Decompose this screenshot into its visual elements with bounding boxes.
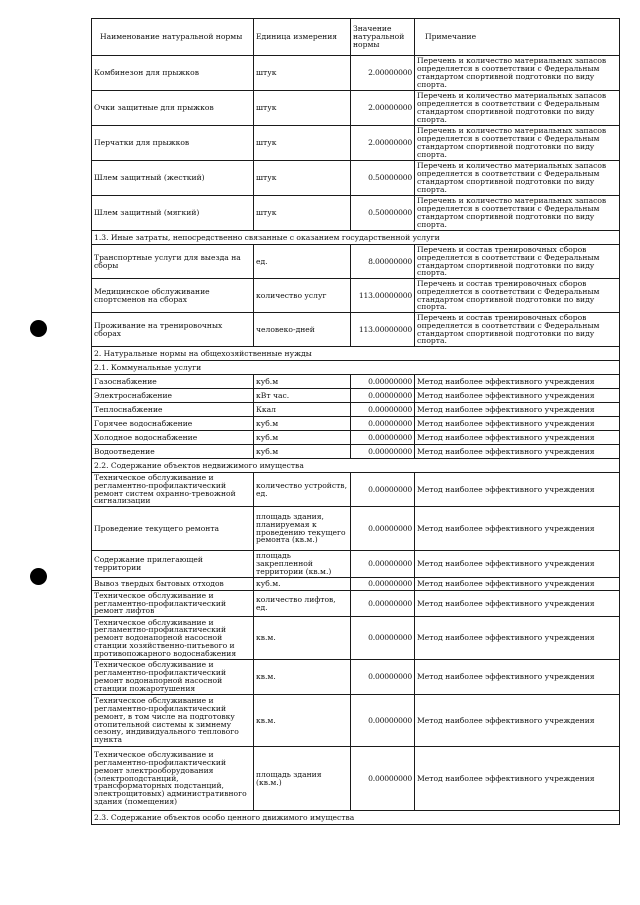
table-row [92,389,620,403]
header-value: Значение натуральной нормы [351,19,415,56]
norm-value: 0.00000000 [351,445,415,459]
norm-note: Перечень и состав тренировочных сборов определяется в соответствии с Федеральным стандартом спортивной подготовки по виду спорта. [415,245,620,279]
table-row [92,695,620,747]
norm-value: 0.00000000 [351,507,415,551]
natural-norms-table [91,18,620,825]
norm-unit: штук [254,161,351,196]
norm-name: Техническое обслуживание и регламентно-профилактический ремонт водонапорной насосной станции хозяйственно-питьевого и противопожарного водоснабжения [92,617,254,660]
norm-unit: куб.м. [254,578,351,591]
section-heading-row [92,459,620,473]
norm-value: 0.00000000 [351,473,415,507]
norm-name: Содержание прилегающей территории [92,551,254,578]
norm-value: 2.00000000 [351,91,415,126]
norm-value: 0.00000000 [351,417,415,431]
norm-unit: кВт час. [254,389,351,403]
norm-name: Техническое обслуживание и регламентно-профилактический ремонт систем охранно-тревожной сигнализации [92,473,254,507]
norm-value: 0.00000000 [351,695,415,747]
norm-unit: куб.м [254,417,351,431]
norm-name: Шлем защитный (мягкий) [92,196,254,231]
table-row [92,507,620,551]
table-row [92,91,620,126]
table-row [92,375,620,389]
norm-unit: площадь здания (кв.м.) [254,747,351,811]
table-row [92,417,620,431]
table-row [92,245,620,279]
norm-note: Метод наиболее эффективного учреждения [415,445,620,459]
section-heading-2-2: 2.2. Содержание объектов недвижимого имущества [92,459,620,473]
norm-name: Перчатки для прыжков [92,126,254,161]
table-header-row [92,19,620,56]
norm-note: Метод наиболее эффективного учреждения [415,417,620,431]
table-row [92,578,620,591]
section-heading-2-1: 2.1. Коммунальные услуги [92,361,620,375]
norm-unit: кв.м. [254,617,351,660]
table-row [92,617,620,660]
norm-value: 0.00000000 [351,431,415,445]
norm-name: Транспортные услуги для выезда на сборы [92,245,254,279]
norm-note: Перечень и количество материальных запасов определяется в соответствии с Федеральным стандартом спортивной подготовки по виду спорта. [415,196,620,231]
norm-note: Перечень и количество материальных запасов определяется в соответствии с Федеральным стандартом спортивной подготовки по виду спорта. [415,56,620,91]
section-heading-2: 2. Натуральные нормы на общехозяйственные нужды [92,347,620,361]
norm-unit: площадь здания, планируемая к проведению текущего ремонта (кв.м.) [254,507,351,551]
norm-note: Метод наиболее эффективного учреждения [415,578,620,591]
table-row [92,747,620,811]
norm-name: Техническое обслуживание и регламентно-профилактический ремонт, в том числе на подготовку отопительной системы к зимнему сезону, индивидуального теплового пункта [92,695,254,747]
norm-name: Комбинезон для прыжков [92,56,254,91]
norm-unit: человеко-дней [254,313,351,347]
norm-value: 0.00000000 [351,375,415,389]
norm-value: 0.00000000 [351,747,415,811]
norm-note: Метод наиболее эффективного учреждения [415,431,620,445]
table-row [92,56,620,91]
norm-name: Проживание на тренировочных сборах [92,313,254,347]
norm-value: 0.00000000 [351,551,415,578]
norm-value: 2.00000000 [351,56,415,91]
header-unit: Единица измерения [254,19,351,56]
norm-value: 0.50000000 [351,161,415,196]
table-row [92,126,620,161]
norm-value: 0.00000000 [351,660,415,695]
section-heading-row [92,361,620,375]
norm-name: Проведение текущего ремонта [92,507,254,551]
norm-value: 0.00000000 [351,591,415,617]
table-row [92,660,620,695]
norm-note: Перечень и состав тренировочных сборов определяется в соответствии с Федеральным стандартом спортивной подготовки по виду спорта. [415,279,620,313]
section-heading-row [92,811,620,825]
table-row [92,279,620,313]
norm-unit: кв.м. [254,660,351,695]
norm-note: Перечень и состав тренировочных сборов определяется в соответствии с Федеральным стандартом спортивной подготовки по виду спорта. [415,313,620,347]
norm-note: Перечень и количество материальных запасов определяется в соответствии с Федеральным стандартом спортивной подготовки по виду спорта. [415,91,620,126]
norm-unit: штук [254,196,351,231]
norm-unit: количество устройств, ед. [254,473,351,507]
table-row [92,591,620,617]
norm-value: 2.00000000 [351,126,415,161]
norm-name: Газоснабжение [92,375,254,389]
norm-unit: ед. [254,245,351,279]
norm-value: 113.00000000 [351,279,415,313]
norm-note: Перечень и количество материальных запасов определяется в соответствии с Федеральным стандартом спортивной подготовки по виду спорта. [415,161,620,196]
table-row [92,196,620,231]
norm-unit: штук [254,91,351,126]
norm-note: Метод наиболее эффективного учреждения [415,591,620,617]
norm-unit: кв.м. [254,695,351,747]
table-row [92,313,620,347]
norm-name: Техническое обслуживание и регламентно-профилактический ремонт водонапорной насосной станции пожаротушения [92,660,254,695]
table-row [92,473,620,507]
norm-note: Метод наиболее эффективного учреждения [415,507,620,551]
norm-unit: куб.м [254,431,351,445]
norm-name: Очки защитные для прыжков [92,91,254,126]
norm-value: 0.00000000 [351,389,415,403]
norm-name: Медицинское обслуживание спортсменов на сборах [92,279,254,313]
norm-note: Метод наиболее эффективного учреждения [415,617,620,660]
norm-value: 0.00000000 [351,403,415,417]
norm-value: 0.00000000 [351,578,415,591]
section-heading-row [92,347,620,361]
norm-name: Водоотведение [92,445,254,459]
table-row [92,551,620,578]
norm-name: Электроснабжение [92,389,254,403]
norm-value: 8.00000000 [351,245,415,279]
norm-note: Метод наиболее эффективного учреждения [415,375,620,389]
norm-name: Техническое обслуживание и регламентно-профилактический ремонт электрооборудования (электроподстанций, трансформаторных подстанций, электрощитовых) административного здания (помещения) [92,747,254,811]
norm-name: Шлем защитный (жесткий) [92,161,254,196]
norm-value: 0.50000000 [351,196,415,231]
norm-note: Метод наиболее эффективного учреждения [415,403,620,417]
table-row [92,403,620,417]
table-row [92,445,620,459]
norm-note: Метод наиболее эффективного учреждения [415,551,620,578]
table-row [92,431,620,445]
punch-hole-top [30,320,47,337]
norm-value: 113.00000000 [351,313,415,347]
norm-name: Холодное водоснабжение [92,431,254,445]
norm-unit: штук [254,56,351,91]
norm-note: Метод наиболее эффективного учреждения [415,695,620,747]
norm-note: Перечень и количество материальных запасов определяется в соответствии с Федеральным стандартом спортивной подготовки по виду спорта. [415,126,620,161]
punch-hole-bottom [30,568,47,585]
section-heading-row [92,231,620,245]
norm-unit: количество услуг [254,279,351,313]
norm-note: Метод наиболее эффективного учреждения [415,660,620,695]
norm-name: Вывоз твердых бытовых отходов [92,578,254,591]
norm-unit: Ккал [254,403,351,417]
section-heading-1-3: 1.3. Иные затраты, непосредственно связанные с оказанием государственной услуги [92,231,620,245]
header-note: Примечание [415,19,620,56]
norm-unit: куб.м [254,375,351,389]
table-row [92,161,620,196]
header-name: Наименование натуральной нормы [92,19,254,56]
norm-value: 0.00000000 [351,617,415,660]
norm-unit: площадь закрепленной территории (кв.м.) [254,551,351,578]
norm-note: Метод наиболее эффективного учреждения [415,473,620,507]
norm-note: Метод наиболее эффективного учреждения [415,389,620,403]
section-heading-2-3: 2.3. Содержание объектов особо ценного движимого имущества [92,811,620,825]
norm-unit: количество лифтов, ед. [254,591,351,617]
norm-name: Горячее водоснабжение [92,417,254,431]
norm-unit: куб.м [254,445,351,459]
norm-note: Метод наиболее эффективного учреждения [415,747,620,811]
norm-name: Техническое обслуживание и регламентно-профилактический ремонт лифтов [92,591,254,617]
norm-unit: штук [254,126,351,161]
norm-name: Теплоснабжение [92,403,254,417]
